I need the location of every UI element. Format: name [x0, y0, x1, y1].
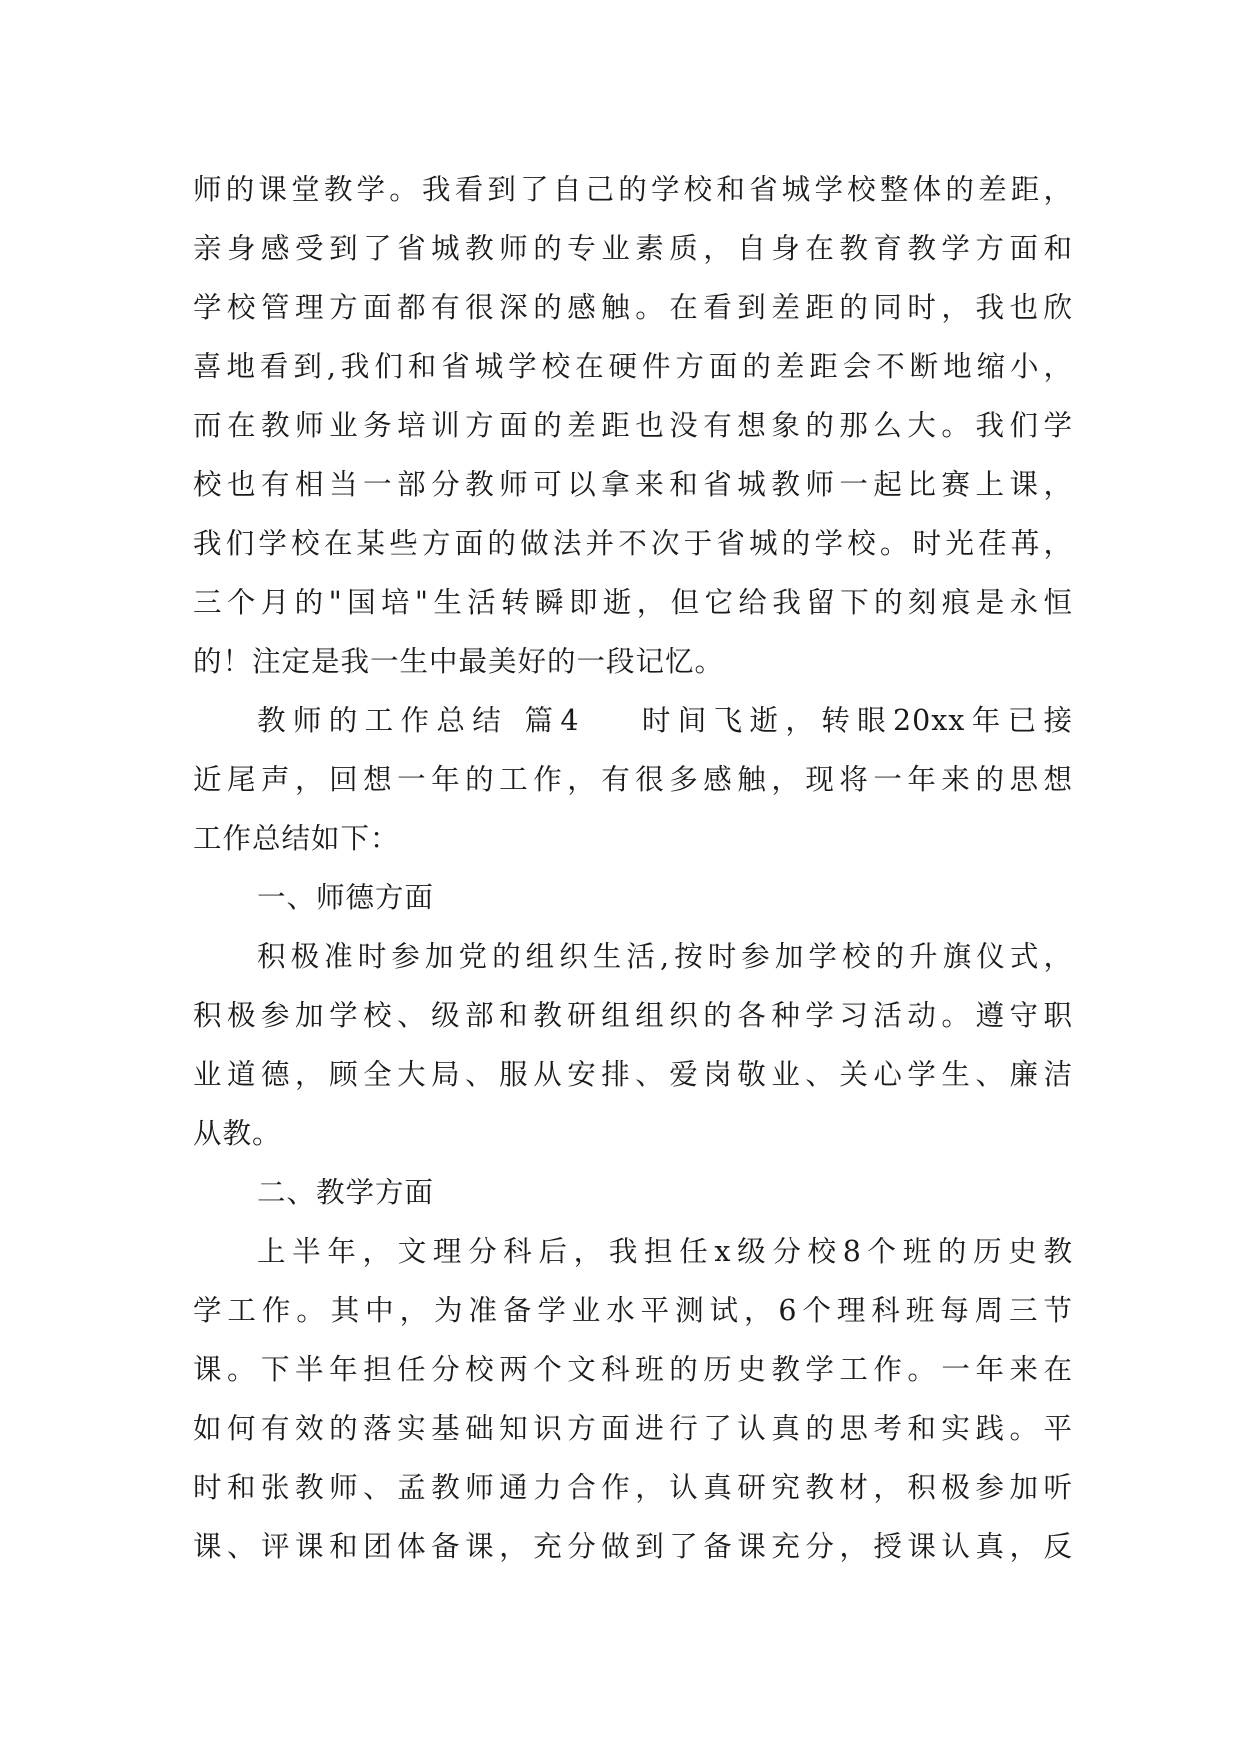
- text-line: 课。下半年担任分校两个文科班的历史教学工作。一年来在: [193, 1353, 1073, 1386]
- document-body: [193, 160, 1073, 1576]
- text-line: 校也有相当一部分教师可以拿来和省城教师一起比赛上课，: [193, 468, 1073, 501]
- text-line: 工作总结如下：: [193, 822, 400, 855]
- text-line-start: 时间飞逝，转眼20xx年已接: [635, 704, 1073, 737]
- section-heading: 二、教学方面: [257, 1176, 435, 1209]
- text-line: 的！注定是我一生中最美好的一段记忆。: [193, 645, 725, 678]
- text-line: 时和张教师、孟教师通力合作，认真研究教材，积极参加听: [193, 1471, 1073, 1504]
- text-line: 如何有效的落实基础知识方面进行了认真的思考和实践。平: [193, 1412, 1073, 1445]
- section-heading: 一、师德方面: [257, 881, 435, 914]
- text-line: 我们学校在某些方面的做法并不次于省城的学校。时光荏苒，: [193, 527, 1073, 560]
- text-line: 积极准时参加党的组织生活,按时参加学校的升旗仪式，: [257, 940, 1073, 973]
- text-line: 学工作。其中，为准备学业水平测试，6个理科班每周三节: [193, 1294, 1073, 1327]
- text-line: 师的课堂教学。我看到了自己的学校和省城学校整体的差距，: [193, 173, 1073, 206]
- text-line: 业道德，顾全大局、服从安排、爱岗敬业、关心学生、廉洁: [193, 1058, 1073, 1091]
- section-title: 教师的工作总结 篇4: [257, 704, 580, 737]
- text-line: 积极参加学校、级部和教研组组织的各种学习活动。遵守职: [193, 999, 1073, 1032]
- text-line: 课、评课和团体备课，充分做到了备课充分，授课认真，反: [193, 1530, 1073, 1563]
- section-title-line: [193, 691, 1073, 750]
- text-line: 上半年，文理分科后，我担任x级分校8个班的历史教: [257, 1235, 1073, 1268]
- text-line: 喜地看到,我们和省城学校在硬件方面的差距会不断地缩小，: [193, 350, 1073, 383]
- text-line: 亲身感受到了省城教师的专业素质，自身在教育教学方面和: [193, 232, 1073, 265]
- text-line: 而在教师业务培训方面的差距也没有想象的那么大。我们学: [193, 409, 1073, 442]
- text-line: 三个月的"国培"生活转瞬即逝，但它给我留下的刻痕是永恒: [193, 586, 1073, 619]
- text-line: 从教。: [193, 1117, 282, 1150]
- text-line: 近尾声，回想一年的工作，有很多感触，现将一年来的思想: [193, 763, 1073, 796]
- text-line: 学校管理方面都有很深的感触。在看到差距的同时，我也欣: [193, 291, 1073, 324]
